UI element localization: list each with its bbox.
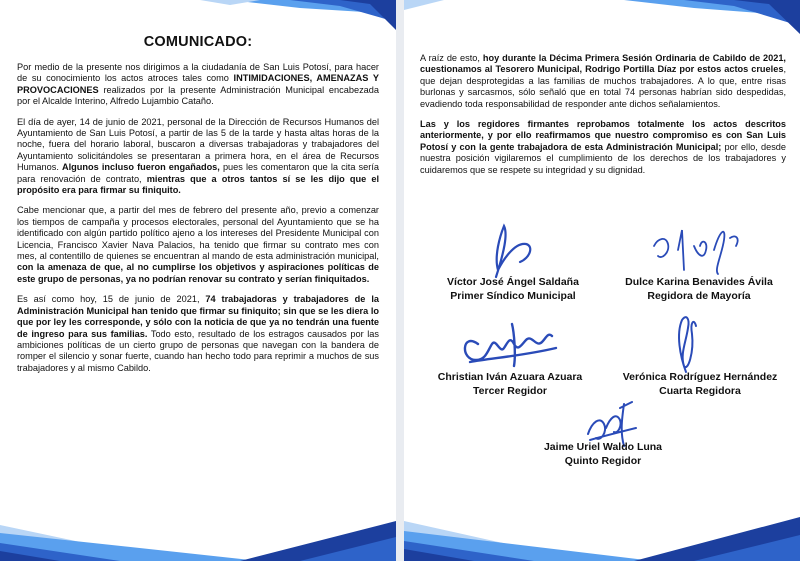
signatory-name: Dulce Karina Benavides Ávila	[625, 276, 773, 288]
text-run: Es así como hoy, 15 de junio de 2021,	[17, 294, 206, 305]
signatory-4	[602, 370, 798, 398]
text-run: pues les comentaron que la cita sería para renovación de contrato,	[17, 162, 379, 184]
text-run: Todo esto, resultado de los estragos causados por las ambiciones políticas de un cierto grupo de personas que navegan con la bandera de romper el silencio y sonar fuerte, cuando han hecho todo para reprimir a muchos de sus trabajadores y al mismo Cabildo.	[17, 328, 380, 373]
text-run: Cabe mencionar que, a partir del mes de febrero del presente año, previo a comenzar los tiempos de campaña y procesos electorales, personal del Ayuntamiento que se ha identificado con algún partido político ajeno a los intereses del Presidente Municipal con Licencia, Francisco Xavier Nava Palacios, ha tenido que firmar su contrato mes con mes, al contentillo de quienes se encuentran al mando de esta administración municipal,	[17, 205, 379, 262]
signature-1	[474, 222, 554, 282]
bold-run: INTIMIDACIONES, AMENAZAS Y PROVOCACIONES	[17, 73, 379, 95]
right-paragraph-1	[420, 53, 786, 110]
signatory-2	[604, 275, 794, 303]
signatory-role: Primer Síndico Municipal	[450, 290, 576, 303]
right-body	[420, 53, 786, 185]
signatory-role: Regidora de Mayoría	[647, 290, 751, 303]
footer-band-right	[404, 481, 800, 561]
header-band-right	[404, 0, 800, 40]
right-paragraph-2	[420, 119, 786, 176]
signatory-name: Verónica Rodríguez Hernández	[622, 371, 778, 383]
signatory-5	[508, 440, 698, 468]
signatory-role: Tercer Regidor	[473, 385, 547, 398]
signature-3	[452, 314, 562, 372]
signatory-name: Jaime Uriel Waldo Luna	[543, 441, 663, 453]
signatory-name: Christian Iván Azuara Azuara	[437, 371, 583, 383]
footer-band-left	[0, 481, 396, 561]
text-run: El día de ayer, 14 de junio de 2021, personal de la Dirección de Recursos Humanos del Ayuntamiento de San Luis Potosí, a partir de las 5 de la tarde y hasta altas horas de la noche, fuera del horario laboral, buscaron a diversas trabajadoras y trabajadores del Ayuntamiento solicitándoles se presentaran a primera hora, en el área de Recursos Humanos.	[17, 116, 379, 173]
left-body	[17, 34, 379, 383]
text-run: , que dejan desprotegidas a las familias de muchos trabajadores. A lo que, entre risas burlonas y sarcasmos, sólo señaló que en total 74 personas habrían sido despedidas, evadiendo toda responsabilidad de responder ante dichos señalamientos.	[420, 64, 786, 109]
signature-4	[666, 312, 706, 376]
bold-run: 74 trabajadoras y trabajadores de la Administración Municipal han tenido que firmar su finiquito; sin que se les diera lo que por ley les corresponde, y sólo con la noticia de que ya no tendrán una fuente de ingreso para sus familias.	[17, 294, 379, 339]
left-paragraph-4	[17, 294, 379, 374]
text-run: A raíz de esto,	[420, 53, 483, 63]
text-run: Por medio de la presente nos dirigimos a la ciudadanía de San Luis Potosí, para hacer de su conocimiento los actos atroces tales como	[17, 61, 379, 84]
bold-run: mientras que a otros tantos sí se les dijo que el propósito era para firmar su finiquito.	[17, 173, 379, 196]
bold-run: hoy durante la Décima Primera Sesión Ordinaria de Cabildo de 2021, cuestionamos al Tesorero Municipal, Rodrigo Portilla Díaz por estos actos crueles	[420, 53, 786, 75]
bold-run: Las y los regidores firmantes reprobamos totalmente los actos descritos anteriormente, y por ello reafirmamos que nuestro compromiso es con San Luis Potosí y con la gente trabajadora de esta Administración Municipal;	[420, 119, 786, 152]
signatory-1	[418, 275, 608, 303]
signatory-3	[412, 370, 608, 398]
signatory-name: Víctor José Ángel Saldaña	[447, 276, 579, 288]
text-run: realizados por la presente Administración Municipal encabezada por el Alcalde Interino, Alfredo Lujambio Cataño.	[17, 84, 379, 107]
left-paragraph-1	[17, 62, 379, 108]
signature-2	[644, 220, 754, 280]
left-paragraph-3	[17, 205, 379, 285]
signatory-role: Quinto Regidor	[564, 455, 642, 468]
signatory-role: Cuarta Regidora	[659, 385, 741, 398]
page-right	[404, 0, 800, 561]
bold-run: Algunos incluso fueron engañados,	[61, 162, 220, 173]
left-paragraph-2	[17, 117, 379, 197]
bold-run: con la amenaza de que, al no cumplirse los objetivos y aspiraciones políticas de este grupo de personas, ya no podrían renovar su contrato y serían finiquitados.	[17, 262, 379, 284]
page-left	[0, 0, 396, 561]
document-title: COMUNICADO:	[143, 34, 253, 50]
text-run: por ello, desde nuestra posición vigilaremos el cumplimiento de los derechos de los trabajadores y cuidaremos que se respete su integridad y su dignidad.	[420, 141, 787, 175]
